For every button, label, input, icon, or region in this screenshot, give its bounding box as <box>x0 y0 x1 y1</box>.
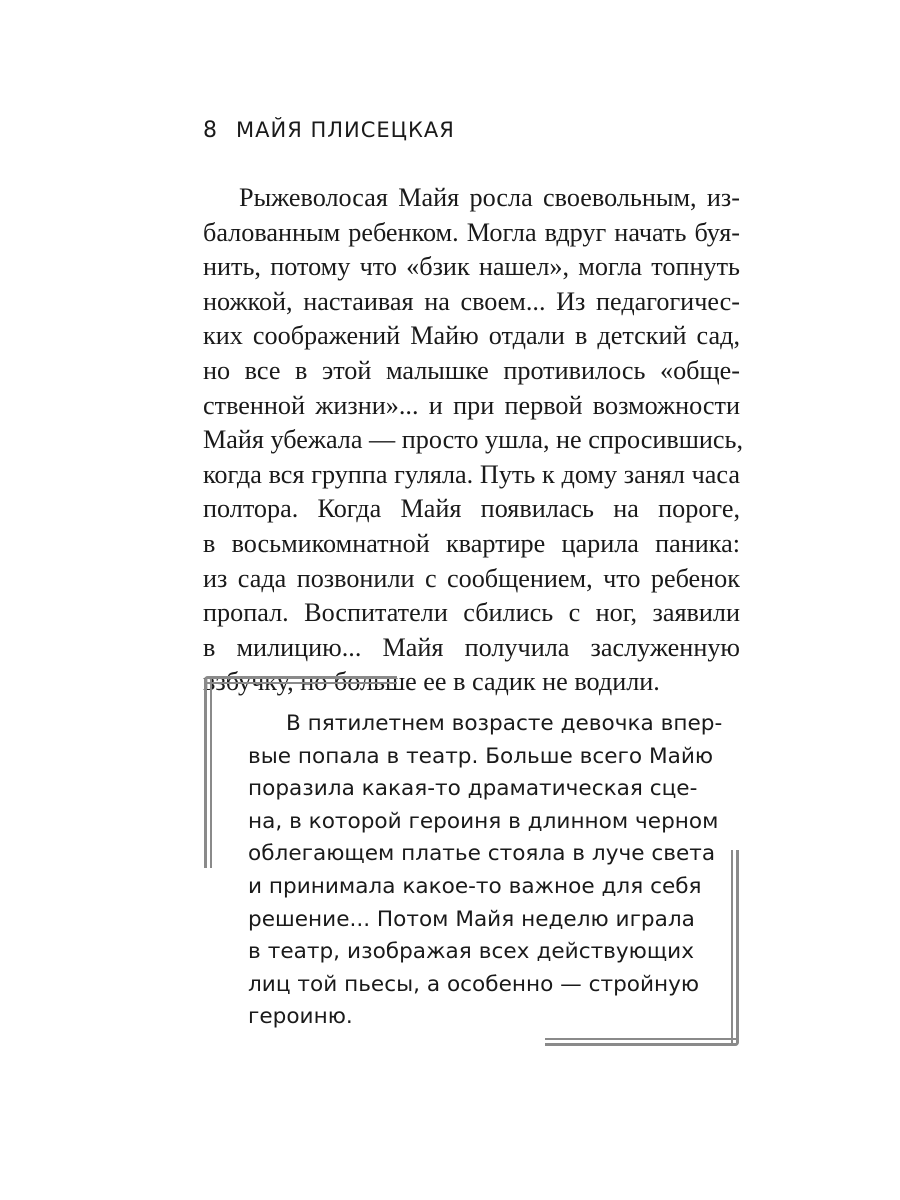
page-number: 8 <box>203 118 218 143</box>
box-text-line: облегающем платье стояла в луче света <box>248 841 716 867</box>
box-text-line: решение... Потом Майя неделю играла <box>248 906 695 932</box>
text-line: нить, потому что «бзик нашел», могла топнуть <box>203 252 740 282</box>
text-line: из сада позвонили с сообщением, что ребенок <box>203 563 740 593</box>
text-line: взбучку, но больше ее в садик не водили. <box>203 667 660 697</box>
frame-corner-bottom-right-vertical <box>731 850 739 1046</box>
frame-corner-bottom-right-horizontal <box>545 1038 739 1046</box>
text-line: в милицию... Майя получила заслуженную <box>203 632 740 662</box>
sidebar-paragraph <box>248 708 723 1034</box>
text-line: ножкой, настаивая на своем... Из педагогичес- <box>203 286 740 316</box>
running-header <box>203 118 455 143</box>
text-line: Майя убежала — просто ушла, не спросившись, <box>203 425 744 455</box>
frame-corner-top-left-vertical <box>204 676 212 868</box>
box-text-line: на, в которой героиня в длинном черном <box>248 808 719 834</box>
text-line: балованным ребенком. Могла вдруг начать буя- <box>203 217 740 247</box>
box-text-line: В пятилетнем возрасте девочка впер- <box>286 711 723 736</box>
main-paragraph <box>203 181 744 700</box>
text-line: ких соображений Майю отдали в детский сад, <box>203 321 740 351</box>
box-text-line: героиню. <box>248 1004 353 1030</box>
box-text-line: поразила какая-то драматическая сце- <box>248 776 698 802</box>
box-text-line: и принимала какое-то важное для себя <box>248 873 702 899</box>
text-line: пропал. Воспитатели сбились с ног, заявили <box>203 598 740 628</box>
frame-corner-top-left-horizontal <box>204 676 397 684</box>
text-line: но все в этой малышке противилось «обще- <box>203 355 740 385</box>
running-title: МАЙЯ ПЛИСЕЦКАЯ <box>236 118 455 142</box>
box-text-line: в театр, изображая всех действующих <box>248 939 694 965</box>
text-line: Рыжеволосая Майя росла своевольным, из- <box>239 183 740 212</box>
box-text-line: вые попала в театр. Больше всего Майю <box>248 743 714 769</box>
text-line: когда вся группа гуляла. Путь к дому занял часа <box>203 459 740 489</box>
text-line: ственной жизни»... и при первой возможности <box>203 390 740 420</box>
box-text-line: лиц той пьесы, а особенно — стройную <box>248 971 700 997</box>
text-line: в восьмикомнатной квартире царила паника: <box>203 528 740 558</box>
text-line: полтора. Когда Майя появилась на пороге, <box>203 494 740 524</box>
